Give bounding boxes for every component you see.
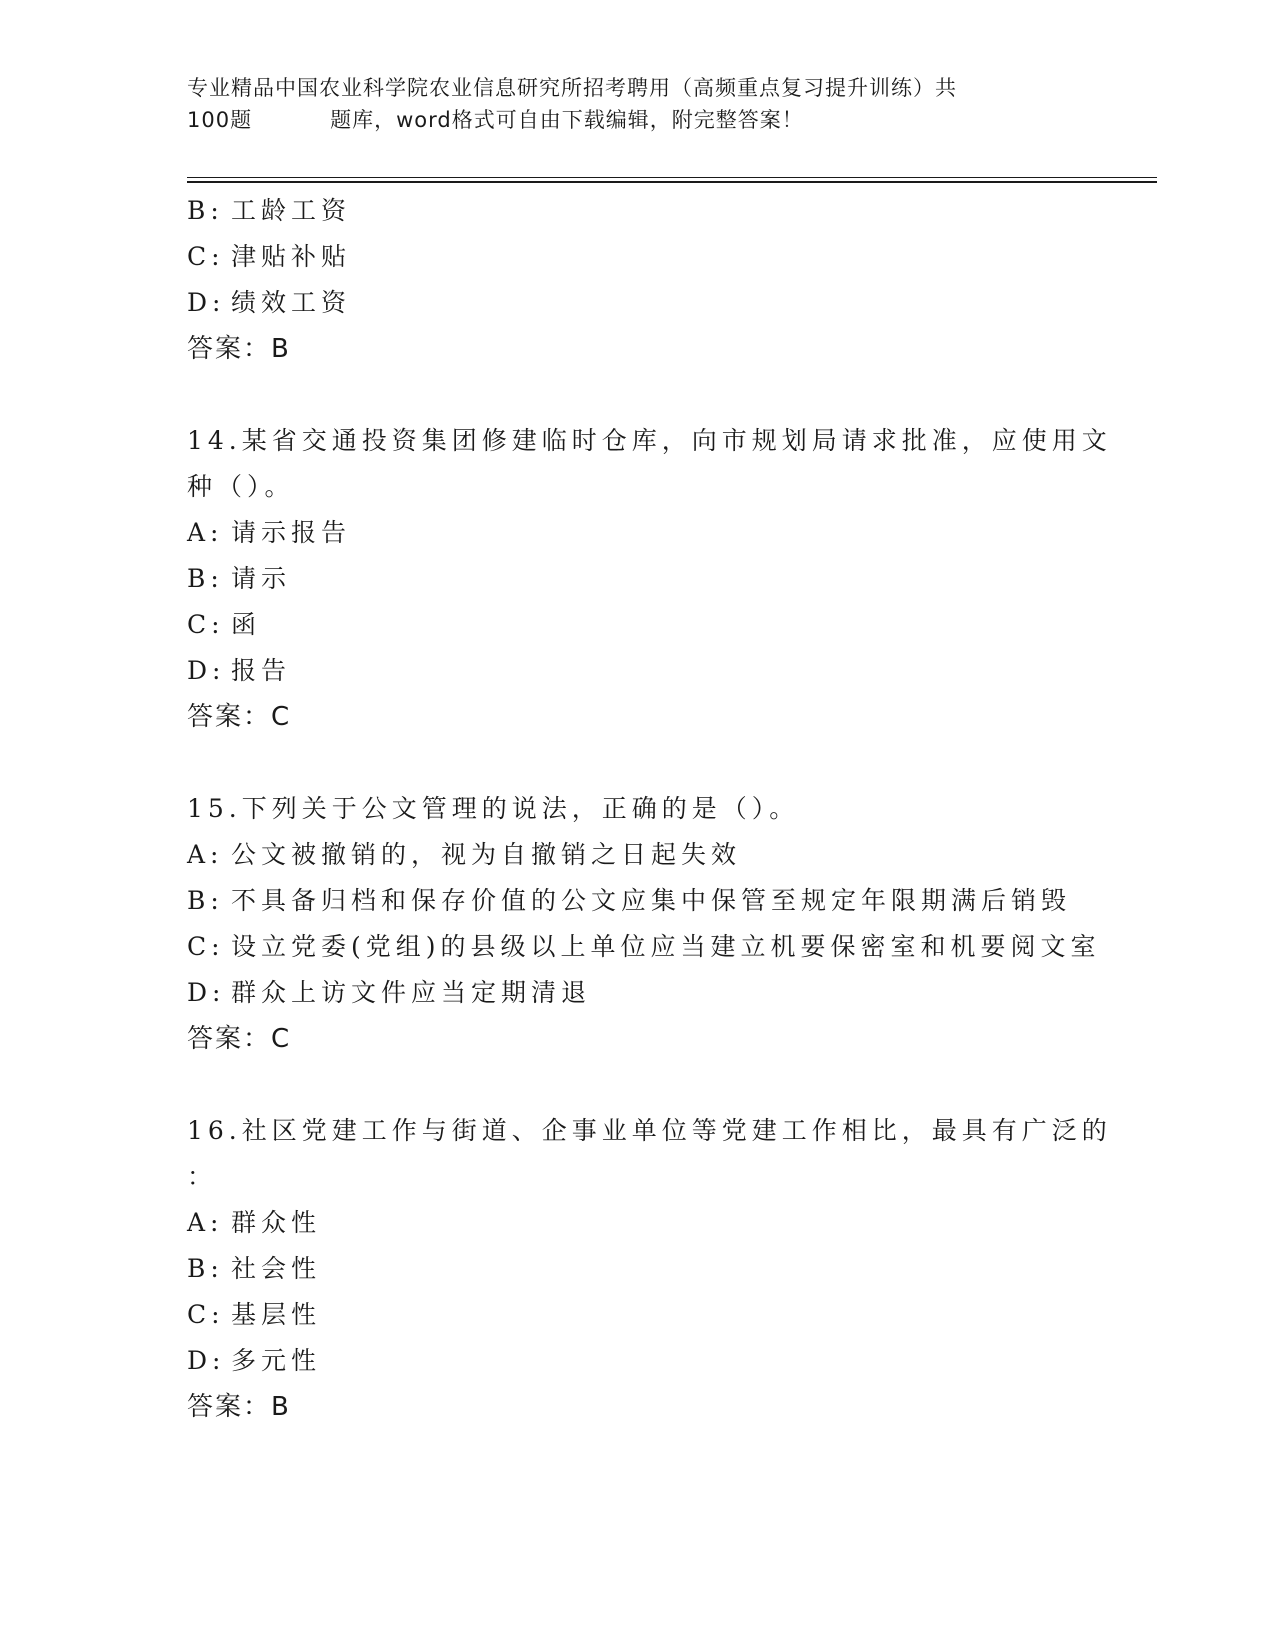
question-13-partial (187, 188, 1087, 372)
question-15 (187, 786, 1101, 1062)
option-b: B: 工龄工资 (187, 196, 352, 225)
answer: 答案：B (187, 1392, 291, 1422)
question-16 (187, 1108, 1112, 1430)
question-stem-continued: 种（）。 (187, 472, 295, 501)
option-b: B: 不具备归档和保存价值的公文应集中保管至规定年限期满后销毁 (187, 886, 1072, 915)
document-header (187, 72, 1067, 136)
header-line-2 (187, 104, 1067, 136)
option-a: A: 群众性 (187, 1208, 322, 1237)
answer: 答案：C (187, 702, 292, 732)
question-14 (187, 418, 1112, 740)
option-d: D: 群众上访文件应当定期清退 (187, 978, 592, 1007)
question-stem: 14.某省交通投资集团修建临时仓库，向市规划局请求批准，应使用文 (187, 426, 1112, 455)
answer: 答案：B (187, 334, 291, 364)
header-description: 题库，word格式可自由下载编辑，附完整答案！ (330, 108, 804, 132)
answer: 答案：C (187, 1024, 292, 1054)
header-divider-thick (187, 181, 1157, 183)
header-question-count: 100题 (187, 108, 253, 132)
option-c: C: 函 (187, 610, 262, 639)
option-d: D: 多元性 (187, 1346, 322, 1375)
option-c: C: 基层性 (187, 1300, 322, 1329)
header-divider-thin (187, 177, 1157, 178)
option-b: B: 社会性 (187, 1254, 322, 1283)
header-line-1: 专业精品中国农业科学院农业信息研究所招考聘用（高频重点复习提升训练）共 (187, 76, 957, 100)
option-b: B: 请示 (187, 564, 292, 593)
option-d: D: 报告 (187, 656, 292, 685)
question-stem: 16.社区党建工作与街道、企事业单位等党建工作相比，最具有广泛的 (187, 1116, 1112, 1145)
option-a: A: 请示报告 (187, 518, 352, 547)
option-d: D: 绩效工资 (187, 288, 352, 317)
question-stem-continued: ： (187, 1162, 218, 1191)
option-a: A: 公文被撤销的，视为自撤销之日起失效 (187, 840, 742, 869)
option-c: C: 设立党委(党组)的县级以上单位应当建立机要保密室和机要阅文室 (187, 932, 1101, 961)
option-c: C: 津贴补贴 (187, 242, 352, 271)
question-list (187, 188, 1112, 1430)
question-stem: 15.下列关于公文管理的说法，正确的是（）。 (187, 794, 800, 823)
